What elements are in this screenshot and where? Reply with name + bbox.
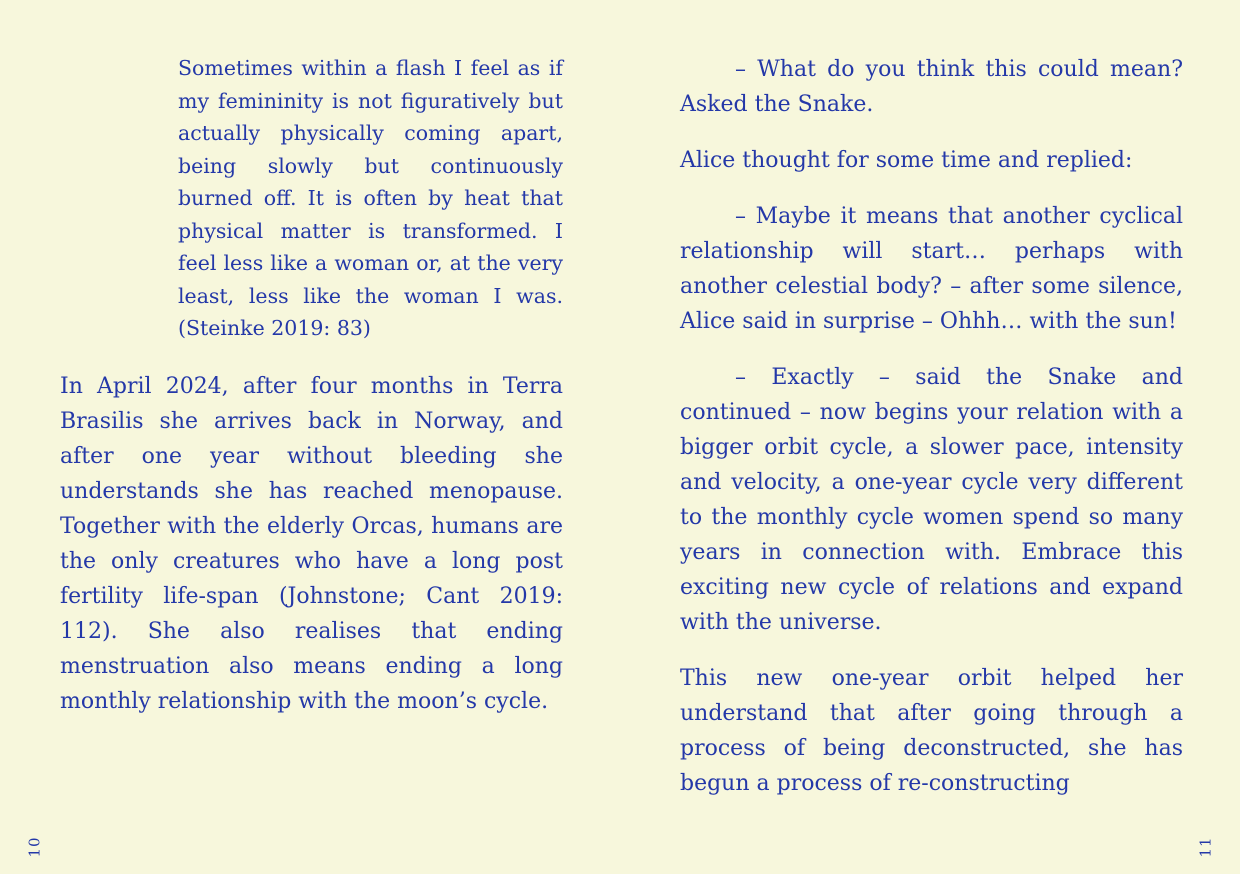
- page-number-right: 11: [1196, 836, 1215, 858]
- right-text-block: [680, 52, 1183, 801]
- body-paragraph: Alice thought for some time and replied:: [680, 148, 1133, 173]
- dialogue-paragraph: – Maybe it means that another cyclical relationship will start… perhaps with another celestial body? – after some silence, Alice said in surprise – Ohhh… with the sun!: [680, 204, 1183, 334]
- right-page: [620, 0, 1240, 874]
- body-paragraph: In April 2024, after four months in Terra Brasilis she arrives back in Norway, and after one year without bleeding she understands she has reached menopause. Together with the elderly Orcas, humans are the only creatures who have a long post fertility life-span (Johnstone; Cant 2019: 112). She also realises that ending menstruation also means ending a long monthly relationship with the moon’s cycle.: [60, 373, 563, 714]
- block-quote: Sometimes within a flash I feel as if my femininity is not figuratively but actually physically coming apart, being slowly but continuously burned off. It is often by heat that physical matter is transformed. I feel less like a woman or, at the very least, less like the woman I was. (Steinke 2019: 83): [178, 56, 563, 340]
- dialogue-paragraph: – Exactly – said the Snake and continued – now begins your relation with a bigger orbit cycle, a slower pace, intensity and velocity, a one-year cycle very different to the monthly cycle women spend so many years in connection with. Embrace this exciting new cycle of relations and expand with the universe.: [680, 365, 1183, 635]
- left-text-block: [60, 52, 563, 719]
- dialogue-paragraph: – What do you think this could mean? Asked the Snake.: [680, 57, 1183, 117]
- page-number-left: 10: [25, 836, 44, 858]
- body-paragraph: This new one-year orbit helped her understand that after going through a process of being deconstructed, she has begun a process of re-constructing: [680, 666, 1183, 796]
